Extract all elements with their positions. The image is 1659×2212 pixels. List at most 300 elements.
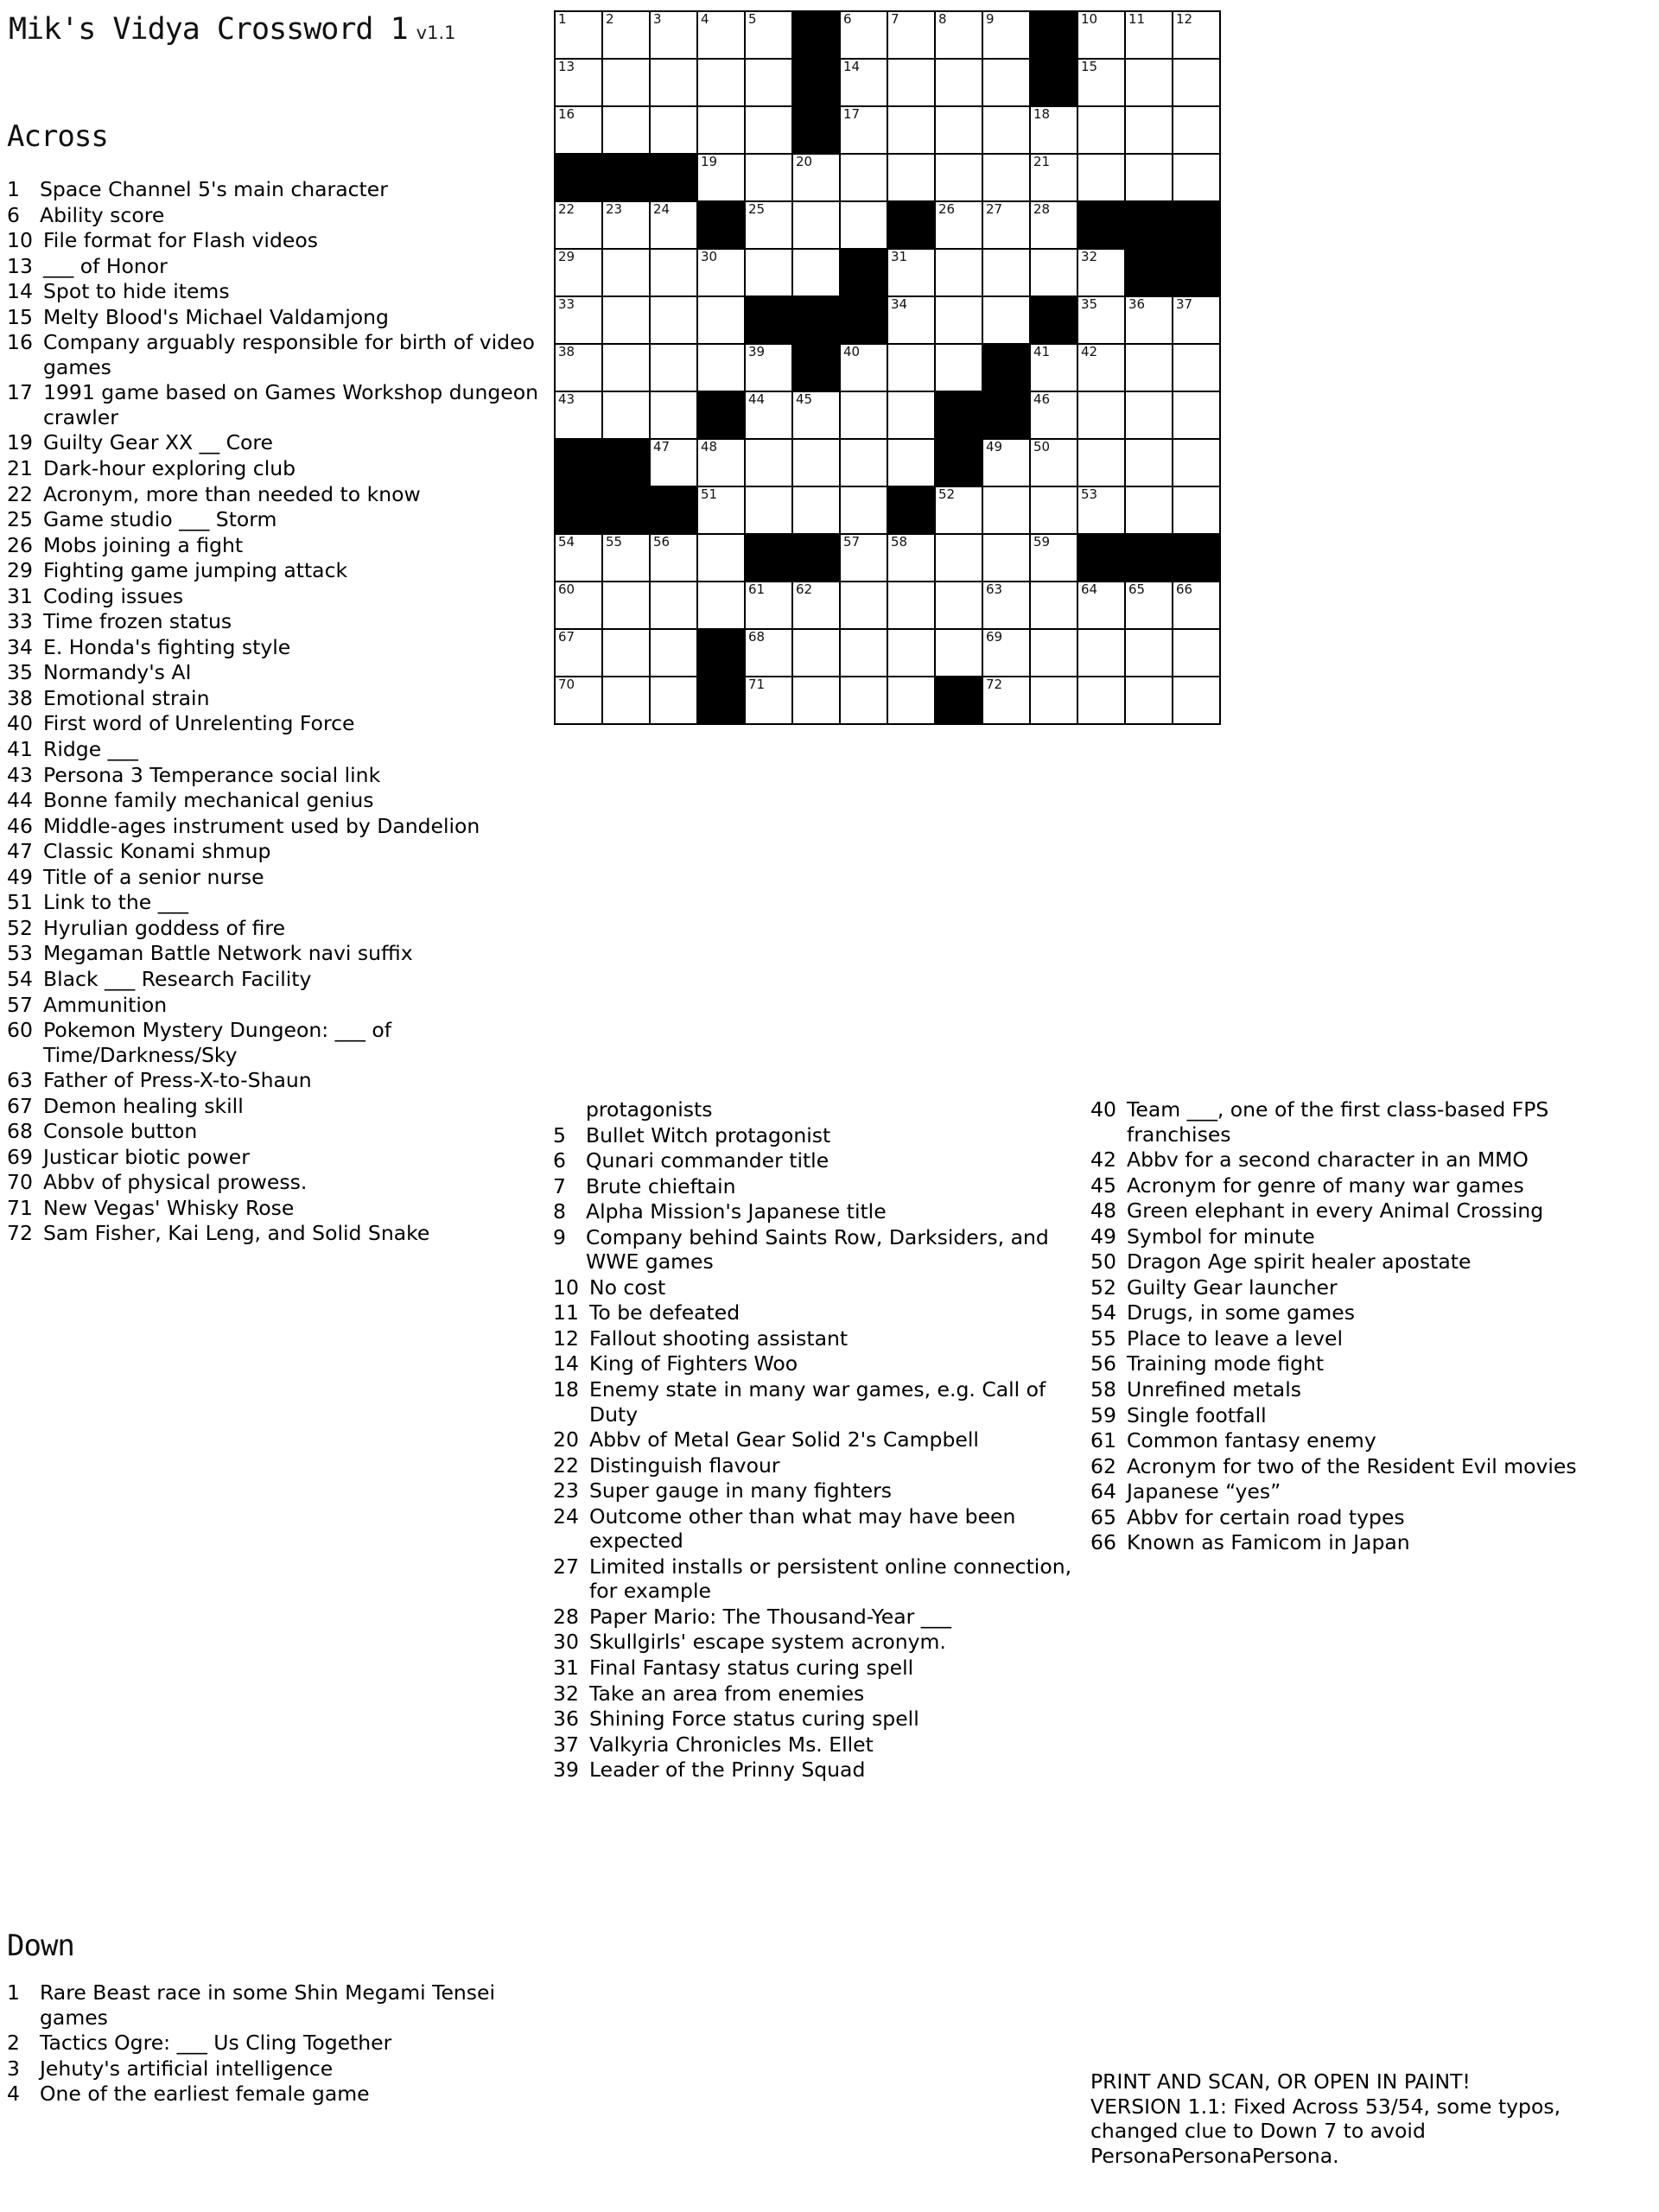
grid-block-cell	[1077, 201, 1125, 249]
clue-number: 67	[7, 1093, 33, 1118]
grid-cell[interactable]	[602, 629, 650, 677]
grid-cell[interactable]	[1077, 11, 1125, 59]
across-clue	[7, 533, 547, 558]
down-clue	[553, 1148, 1084, 1173]
grid-cell[interactable]	[887, 11, 935, 59]
grid-cell[interactable]	[1173, 582, 1220, 629]
down-clue	[1090, 1097, 1609, 1147]
grid-cell[interactable]	[1077, 344, 1125, 391]
grid-cell[interactable]	[982, 534, 1030, 582]
down-clue	[1090, 1351, 1609, 1376]
grid-block-cell	[697, 629, 745, 677]
clue-text: Brute chieftain	[586, 1173, 736, 1198]
version-notes	[1090, 2069, 1618, 2168]
clue-number: 62	[1090, 1453, 1116, 1478]
grid-cell[interactable]	[1030, 582, 1077, 629]
grid-cell[interactable]	[745, 677, 792, 724]
clue-number: 6	[553, 1148, 566, 1173]
grid-cell[interactable]	[602, 106, 650, 154]
grid-cell-number: 64	[1081, 582, 1098, 597]
grid-cell[interactable]	[1125, 106, 1173, 154]
clue-number: 55	[1090, 1325, 1116, 1351]
grid-cell[interactable]	[650, 534, 697, 582]
grid-row	[555, 249, 1220, 296]
grid-cell[interactable]	[982, 677, 1030, 724]
grid-cell[interactable]	[1030, 344, 1077, 391]
grid-cell[interactable]	[602, 344, 650, 391]
grid-row	[555, 106, 1220, 154]
grid-cell[interactable]	[745, 11, 792, 59]
across-clue	[7, 203, 547, 228]
grid-cell[interactable]	[650, 249, 697, 296]
grid-cell[interactable]	[650, 582, 697, 629]
grid-cell[interactable]	[555, 106, 602, 154]
grid-cell[interactable]	[792, 439, 840, 486]
grid-cell[interactable]	[1125, 154, 1173, 201]
clue-text: Bullet Witch protagonist	[586, 1122, 831, 1147]
down-clue	[1090, 1224, 1609, 1249]
clue-number: 68	[7, 1119, 33, 1144]
across-clue	[7, 609, 547, 634]
grid-cell-number: 28	[1033, 201, 1051, 217]
grid-cell[interactable]	[1125, 629, 1173, 677]
grid-cell[interactable]	[1030, 106, 1077, 154]
grid-cell[interactable]	[1030, 201, 1077, 249]
down-clue	[1090, 1403, 1609, 1428]
clue-text: Acronym for genre of many war games	[1127, 1173, 1524, 1198]
clue-number: 21	[7, 456, 33, 481]
grid-cell[interactable]	[650, 11, 697, 59]
grid-cell[interactable]	[697, 154, 745, 201]
grid-cell[interactable]	[1077, 439, 1125, 486]
clue-text: Middle-ages instrument used by Dandelion	[43, 813, 480, 838]
grid-cell[interactable]	[555, 344, 602, 391]
clue-number: 1	[7, 177, 20, 201]
down-clue	[1090, 1454, 1609, 1479]
across-clue	[7, 941, 547, 966]
grid-cell[interactable]	[555, 582, 602, 629]
across-clue	[7, 1068, 547, 1093]
grid-cell[interactable]	[745, 582, 792, 629]
clue-text: To be defeated	[589, 1300, 741, 1325]
grid-cell[interactable]	[887, 439, 935, 486]
grid-cell[interactable]	[1173, 391, 1220, 439]
grid-cell[interactable]	[602, 11, 650, 59]
grid-cell-number: 56	[653, 534, 671, 550]
down-clue	[553, 1453, 1084, 1478]
grid-cell[interactable]	[602, 201, 650, 249]
grid-cell[interactable]	[1173, 439, 1220, 486]
grid-block-cell	[697, 677, 745, 724]
grid-cell[interactable]	[555, 677, 602, 724]
clue-number: 12	[553, 1325, 579, 1351]
clue-number: 26	[7, 532, 33, 557]
clue-text: Persona 3 Temperance social link	[43, 762, 381, 787]
grid-cell[interactable]	[982, 439, 1030, 486]
grid-cell[interactable]	[1125, 582, 1173, 629]
clue-text: Team ___, one of the first class-based FPS franchises	[1127, 1097, 1549, 1147]
grid-cell[interactable]	[1125, 296, 1173, 344]
grid-cell[interactable]	[697, 439, 745, 486]
grid-cell[interactable]	[555, 201, 602, 249]
grid-cell[interactable]	[745, 59, 792, 106]
clue-text: Sam Fisher, Kai Leng, and Solid Snake	[43, 1221, 430, 1246]
clue-number: 65	[1090, 1504, 1116, 1529]
grid-cell[interactable]	[1173, 154, 1220, 201]
clue-number: 14	[7, 279, 33, 304]
grid-cell[interactable]	[982, 11, 1030, 59]
crossword-grid[interactable]	[554, 10, 1221, 725]
grid-cell[interactable]	[935, 344, 982, 391]
across-clue	[7, 456, 547, 481]
grid-block-cell	[555, 154, 602, 201]
grid-cell[interactable]	[697, 534, 745, 582]
grid-cell[interactable]	[935, 249, 982, 296]
grid-cell[interactable]	[745, 629, 792, 677]
across-clue	[7, 177, 547, 202]
clue-text: Known as Famicom in Japan	[1127, 1530, 1410, 1555]
clue-text: Company arguably responsible for birth of video games	[43, 330, 535, 379]
grid-cell[interactable]	[1077, 582, 1125, 629]
grid-cell[interactable]	[982, 154, 1030, 201]
clue-number: 41	[7, 737, 33, 762]
clue-text: Fallout shooting assistant	[589, 1325, 849, 1351]
grid-block-cell	[792, 106, 840, 154]
clue-number: 70	[7, 1170, 33, 1195]
grid-cell[interactable]	[887, 344, 935, 391]
grid-block-cell	[1030, 59, 1077, 106]
grid-cell[interactable]	[935, 582, 982, 629]
down-clue	[553, 1199, 1084, 1224]
grid-cell[interactable]	[650, 344, 697, 391]
grid-cell[interactable]	[982, 106, 1030, 154]
down-clue	[7, 2056, 550, 2082]
grid-cell[interactable]	[602, 391, 650, 439]
clue-text: Ability score	[40, 202, 165, 227]
clue-number: 15	[7, 304, 33, 329]
clue-number: 11	[553, 1300, 579, 1325]
clue-text: Drugs, in some games	[1127, 1300, 1355, 1325]
grid-cell-number: 48	[701, 439, 718, 454]
grid-cell[interactable]	[840, 344, 887, 391]
down-clue	[553, 1377, 1084, 1427]
grid-cell-number: 10	[1081, 11, 1098, 27]
grid-cell[interactable]	[650, 296, 697, 344]
clue-number: 48	[1090, 1198, 1116, 1224]
grid-cell[interactable]	[650, 106, 697, 154]
grid-cell[interactable]	[840, 11, 887, 59]
grid-block-cell	[1173, 201, 1220, 249]
down-clue	[553, 1554, 1084, 1604]
grid-cell[interactable]	[745, 486, 792, 534]
grid-cell[interactable]	[1077, 391, 1125, 439]
grid-cell[interactable]	[1030, 154, 1077, 201]
grid-block-cell	[602, 154, 650, 201]
grid-cell[interactable]	[935, 629, 982, 677]
grid-cell[interactable]	[1173, 11, 1220, 59]
grid-cell-number: 66	[1176, 582, 1193, 597]
down-clue	[553, 1478, 1084, 1503]
grid-cell[interactable]	[745, 391, 792, 439]
grid-cell[interactable]	[935, 486, 982, 534]
grid-cell[interactable]	[887, 391, 935, 439]
grid-cell[interactable]	[840, 201, 887, 249]
grid-cell[interactable]	[935, 106, 982, 154]
clue-text: Shining Force status curing spell	[589, 1707, 919, 1732]
grid-cell[interactable]	[887, 296, 935, 344]
grid-cell[interactable]	[1030, 677, 1077, 724]
grid-cell[interactable]	[1077, 106, 1125, 154]
grid-cell[interactable]	[1077, 629, 1125, 677]
across-clue	[7, 865, 547, 890]
grid-cell[interactable]	[745, 106, 792, 154]
grid-cell[interactable]	[792, 249, 840, 296]
grid-cell-number: 19	[701, 154, 718, 169]
across-clue	[7, 1221, 547, 1246]
clue-text: Green elephant in every Animal Crossing	[1127, 1198, 1544, 1224]
grid-cell-number: 67	[558, 629, 575, 645]
grid-cell[interactable]	[792, 486, 840, 534]
grid-cell[interactable]	[555, 249, 602, 296]
grid-cell-number: 60	[558, 582, 575, 597]
down-clue-list-column-3	[1090, 1097, 1609, 1556]
grid-cell[interactable]	[887, 154, 935, 201]
grid-cell[interactable]	[555, 296, 602, 344]
grid-cell[interactable]	[1125, 59, 1173, 106]
grid-cell[interactable]	[1125, 677, 1173, 724]
clue-text: Japanese “yes”	[1127, 1479, 1281, 1504]
grid-cell[interactable]	[887, 629, 935, 677]
down-clue	[553, 1123, 1084, 1148]
grid-cell[interactable]	[555, 534, 602, 582]
grid-cell[interactable]	[697, 11, 745, 59]
grid-cell[interactable]	[982, 249, 1030, 296]
clue-number: 71	[7, 1195, 33, 1220]
grid-cell[interactable]	[1077, 154, 1125, 201]
grid-cell-number: 35	[1081, 296, 1098, 312]
grid-cell[interactable]	[840, 391, 887, 439]
grid-cell[interactable]	[650, 439, 697, 486]
grid-cell-number: 25	[748, 201, 766, 217]
clue-number: 61	[1090, 1428, 1116, 1453]
grid-cell-number: 27	[986, 201, 1003, 217]
grid-cell[interactable]	[697, 249, 745, 296]
across-clue	[7, 1119, 547, 1144]
grid-cell[interactable]	[650, 201, 697, 249]
clue-number: 54	[1090, 1300, 1116, 1325]
grid-cell[interactable]	[1030, 391, 1077, 439]
grid-cell[interactable]	[840, 59, 887, 106]
clue-text: Coding issues	[43, 583, 184, 608]
grid-cell[interactable]	[792, 154, 840, 201]
grid-cell[interactable]	[1173, 344, 1220, 391]
grid-cell[interactable]	[982, 582, 1030, 629]
grid-cell[interactable]	[840, 439, 887, 486]
grid-cell[interactable]	[697, 296, 745, 344]
grid-cell[interactable]	[935, 296, 982, 344]
grid-block-cell	[792, 59, 840, 106]
grid-cell[interactable]	[1125, 486, 1173, 534]
grid-cell[interactable]	[840, 677, 887, 724]
grid-cell[interactable]	[840, 629, 887, 677]
grid-cell-number: 52	[938, 486, 956, 502]
clue-text: Ridge ___	[43, 737, 138, 762]
grid-cell-number: 57	[843, 534, 861, 550]
clue-number: 36	[553, 1707, 579, 1732]
grid-cell[interactable]	[555, 629, 602, 677]
grid-cell[interactable]	[982, 629, 1030, 677]
grid-cell[interactable]	[602, 59, 650, 106]
grid-cell[interactable]	[745, 154, 792, 201]
grid-block-cell	[745, 534, 792, 582]
grid-cell[interactable]	[1077, 486, 1125, 534]
grid-cell[interactable]	[1125, 391, 1173, 439]
clue-text: protagonists	[586, 1097, 713, 1122]
grid-row	[555, 296, 1220, 344]
grid-cell[interactable]	[1030, 486, 1077, 534]
grid-cell[interactable]	[1077, 249, 1125, 296]
grid-block-cell	[650, 486, 697, 534]
grid-cell[interactable]	[650, 59, 697, 106]
grid-cell[interactable]	[555, 59, 602, 106]
clue-number: 5	[553, 1122, 566, 1147]
grid-cell[interactable]	[982, 486, 1030, 534]
grid-cell[interactable]	[792, 677, 840, 724]
clue-text: Mobs joining a fight	[43, 532, 244, 557]
grid-cell[interactable]	[745, 249, 792, 296]
clue-text: Space Channel 5's main character	[40, 177, 388, 201]
note-line: PRINT AND SCAN, OR OPEN IN PAINT!	[1090, 2069, 1471, 2094]
grid-cell-number: 2	[606, 11, 614, 27]
clue-number: 10	[553, 1274, 579, 1300]
grid-cell[interactable]	[935, 59, 982, 106]
grid-cell[interactable]	[792, 201, 840, 249]
clue-number: 35	[7, 660, 33, 685]
grid-cell[interactable]	[650, 677, 697, 724]
grid-cell[interactable]	[697, 582, 745, 629]
grid-cell[interactable]	[935, 534, 982, 582]
grid-cell[interactable]	[745, 439, 792, 486]
grid-cell[interactable]	[887, 106, 935, 154]
grid-row	[555, 677, 1220, 724]
clue-number: 4	[7, 2082, 20, 2107]
grid-cell[interactable]	[840, 106, 887, 154]
grid-cell[interactable]	[887, 677, 935, 724]
grid-cell[interactable]	[745, 201, 792, 249]
grid-cell[interactable]	[1077, 677, 1125, 724]
grid-cell[interactable]	[745, 344, 792, 391]
grid-cell[interactable]	[1030, 439, 1077, 486]
grid-cell[interactable]	[1030, 629, 1077, 677]
grid-cell[interactable]	[887, 582, 935, 629]
grid-cell-number: 39	[748, 344, 766, 359]
grid-cell[interactable]	[840, 486, 887, 534]
grid-cell[interactable]	[1173, 629, 1220, 677]
clue-number: 13	[7, 253, 33, 278]
grid-cell[interactable]	[935, 201, 982, 249]
grid-block-cell	[935, 677, 982, 724]
grid-cell[interactable]	[982, 296, 1030, 344]
grid-cell[interactable]	[1125, 344, 1173, 391]
grid-cell[interactable]	[840, 582, 887, 629]
grid-cell[interactable]	[887, 534, 935, 582]
down-clue	[553, 1732, 1084, 1758]
grid-cell[interactable]	[602, 249, 650, 296]
grid-cell-number: 9	[986, 11, 995, 27]
grid-cell[interactable]	[1125, 11, 1173, 59]
grid-cell[interactable]	[840, 534, 887, 582]
grid-cell[interactable]	[982, 59, 1030, 106]
down-clue	[1090, 1428, 1609, 1453]
grid-cell[interactable]	[1173, 296, 1220, 344]
grid-cell[interactable]	[1030, 249, 1077, 296]
grid-cell[interactable]	[602, 534, 650, 582]
grid-block-cell	[650, 154, 697, 201]
grid-cell[interactable]	[697, 106, 745, 154]
grid-cell-number: 37	[1176, 296, 1193, 312]
grid-cell[interactable]	[792, 582, 840, 629]
across-clue	[7, 1094, 547, 1119]
grid-cell[interactable]	[1125, 439, 1173, 486]
grid-block-cell	[697, 391, 745, 439]
grid-cell[interactable]	[792, 391, 840, 439]
clue-number: 46	[7, 813, 33, 838]
down-clue	[1090, 1377, 1609, 1402]
grid-cell[interactable]	[935, 11, 982, 59]
across-clue	[7, 228, 547, 253]
grid-row	[555, 154, 1220, 201]
grid-block-cell	[555, 486, 602, 534]
grid-cell-number: 71	[748, 677, 766, 692]
grid-cell[interactable]	[1173, 486, 1220, 534]
grid-cell[interactable]	[602, 296, 650, 344]
page-title	[9, 12, 544, 47]
grid-cell[interactable]	[1077, 59, 1125, 106]
grid-cell[interactable]	[697, 344, 745, 391]
grid-cell[interactable]	[935, 154, 982, 201]
grid-cell[interactable]	[1173, 677, 1220, 724]
grid-cell-number: 1	[558, 11, 567, 27]
clue-text: Place to leave a level	[1127, 1325, 1343, 1351]
clue-number: 10	[7, 228, 33, 253]
grid-cell[interactable]	[792, 629, 840, 677]
grid-row	[555, 486, 1220, 534]
grid-cell[interactable]	[1077, 296, 1125, 344]
grid-cell[interactable]	[1173, 59, 1220, 106]
grid-cell[interactable]	[840, 154, 887, 201]
grid-cell[interactable]	[887, 59, 935, 106]
grid-cell[interactable]	[982, 201, 1030, 249]
grid-cell[interactable]	[555, 11, 602, 59]
grid-cell[interactable]	[650, 629, 697, 677]
clue-number: 16	[7, 330, 33, 355]
grid-cell[interactable]	[1030, 534, 1077, 582]
grid-cell[interactable]	[602, 582, 650, 629]
grid-cell-number: 7	[891, 11, 899, 27]
across-clue	[7, 788, 547, 813]
grid-cell[interactable]	[555, 391, 602, 439]
grid-cell[interactable]	[650, 391, 697, 439]
grid-cell[interactable]	[697, 486, 745, 534]
grid-cell[interactable]	[697, 59, 745, 106]
grid-cell[interactable]	[887, 249, 935, 296]
grid-cell[interactable]	[602, 677, 650, 724]
across-heading: Across	[7, 119, 108, 154]
grid-cell[interactable]	[1173, 106, 1220, 154]
grid-cell-number: 38	[558, 344, 575, 359]
down-clue	[1090, 1173, 1609, 1198]
clue-number: 49	[1090, 1224, 1116, 1249]
